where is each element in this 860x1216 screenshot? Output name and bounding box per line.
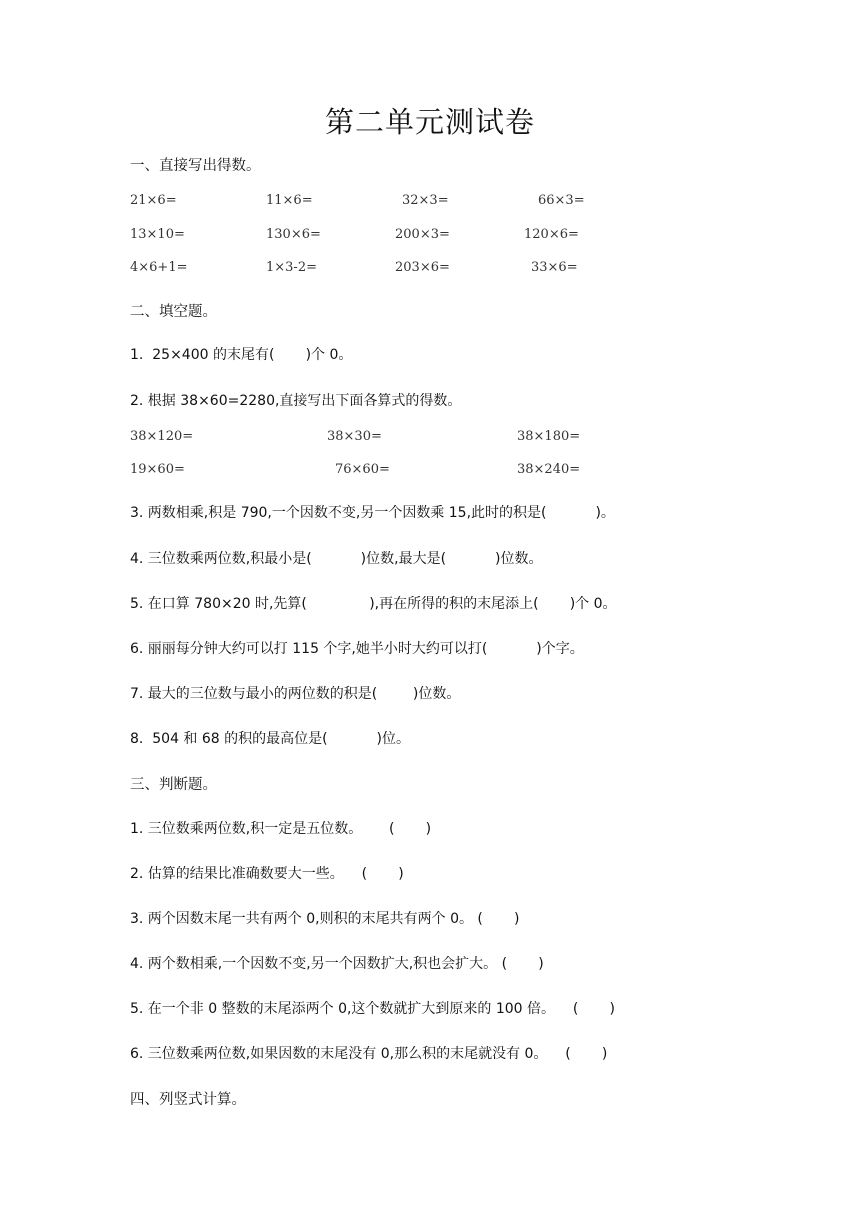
math-cell: 21×6= <box>130 193 177 208</box>
math-cell: 66×3= <box>538 193 585 208</box>
math-cell: 19×60= <box>130 462 185 477</box>
math-cell: 13×10= <box>130 227 185 242</box>
math-cell: 76×60= <box>335 462 390 477</box>
math-cell: 38×30= <box>327 429 382 444</box>
fill-in-question-3: 3. 两数相乘,积是 790,一个因数不变,另一个因数乘 15,此时的积是( )。 <box>130 505 615 521</box>
fill-in-question-6: 6. 丽丽每分钟大约可以打 115 个字,她半小时大约可以打( )个字。 <box>130 641 584 657</box>
section-heading-4: 四、列竖式计算。 <box>130 1092 246 1108</box>
judge-question-5: 5. 在一个非 0 整数的末尾添两个 0,这个数就扩大到原来的 100 倍。 ( ) <box>130 1001 615 1017</box>
judge-question-1: 1. 三位数乘两位数,积一定是五位数。 ( ) <box>130 821 432 837</box>
math-cell: 200×3= <box>395 227 450 242</box>
fill-in-question-5: 5. 在口算 780×20 时,先算( ),再在所得的积的末尾添上( )个 0。 <box>130 596 617 612</box>
section-heading-3: 三、判断题。 <box>130 777 217 793</box>
fill-in-question-1: 1. 25×400 的末尾有( )个 0。 <box>130 347 353 363</box>
math-cell: 32×3= <box>402 193 449 208</box>
page-title: 第二单元测试卷 <box>324 105 535 139</box>
section-heading-1: 一、直接写出得数。 <box>130 158 261 174</box>
math-cell: 1×3-2= <box>266 260 317 275</box>
fill-in-question-7: 7. 最大的三位数与最小的两位数的积是( )位数。 <box>130 686 461 702</box>
math-cell: 120×6= <box>524 227 579 242</box>
fill-in-question-4: 4. 三位数乘两位数,积最小是( )位数,最大是( )位数。 <box>130 551 543 567</box>
fill-in-question-8: 8. 504 和 68 的积的最高位是( )位。 <box>130 731 411 747</box>
math-cell: 38×240= <box>517 462 581 477</box>
math-cell: 38×120= <box>130 429 194 444</box>
section-heading-2: 二、填空题。 <box>130 304 217 320</box>
math-cell: 203×6= <box>395 260 450 275</box>
fill-in-question-2: 2. 根据 38×60=2280,直接写出下面各算式的得数。 <box>130 393 462 409</box>
math-cell: 4×6+1= <box>130 260 188 275</box>
math-cell: 130×6= <box>266 227 321 242</box>
math-cell: 38×180= <box>517 429 581 444</box>
judge-question-4: 4. 两个数相乘,一个因数不变,另一个因数扩大,积也会扩大。 ( ) <box>130 956 544 972</box>
math-cell: 11×6= <box>266 193 313 208</box>
judge-question-3: 3. 两个因数末尾一共有两个 0,则积的末尾共有两个 0。 ( ) <box>130 911 520 927</box>
math-cell: 33×6= <box>531 260 578 275</box>
judge-question-2: 2. 估算的结果比准确数要大一些。 ( ) <box>130 866 404 882</box>
judge-question-6: 6. 三位数乘两位数,如果因数的末尾没有 0,那么积的末尾就没有 0。 ( ) <box>130 1046 608 1062</box>
